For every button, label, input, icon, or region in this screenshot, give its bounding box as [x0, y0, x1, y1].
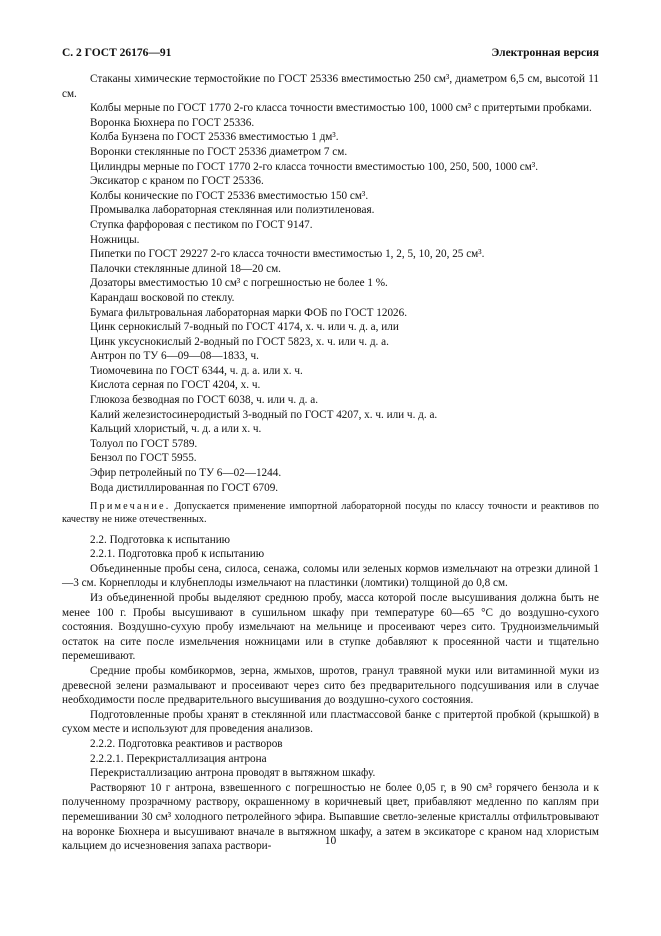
note-text: Допускается применение импортной лабораторной посуды по классу точности и реактивов по качеству не ниже отечественных. [62, 501, 599, 526]
list-item: Колбы мерные по ГОСТ 1770 2-го класса точности вместимостью 100, 1000 см³ с притертыми пробками. [90, 102, 592, 115]
body-paragraph: Подготовленные пробы хранят в стеклянной или пластмассовой банке с притертой пробкой (крышкой) в сухом месте и используют для проведения анализов. [62, 708, 599, 736]
body-paragraph: Растворяют 10 г антрона, взвешенного с погрешностью не более 0,05 г, в 90 см³ горячего бензола и к полученному прозрачному раствору, окрашенному в коричневый цвет, прибавляют медленно по каплям при перемешивании 30 см³ холодного петролейного эфира. Выпавшие светло-зеленые кристаллы отфильтровывают на воронке Бюхнера и высушивают вначале в вытяжном шкафу, а затем в эксикаторе с краном над хлористым кальцием до исчезновения запаха раствори- [62, 781, 599, 853]
body-paragraph: Средние пробы комбикормов, зерна, жмыхов, шротов, гранул травяной муки или витаминной муки из древесной зелени размалывают и просеивают через сито без предварительного подсушивания или в случае необходимости после предварительного высушивания до воздушно-сухого состояния. [62, 664, 599, 707]
list-item: Кислота серная по ГОСТ 4204, х. ч. [90, 379, 261, 392]
list-item: Ступка фарфоровая с пестиком по ГОСТ 9147. [90, 218, 313, 231]
body-paragraph: Объединенные пробы сена, силоса, сенажа, соломы или зеленых кормов измельчают на отрезки длиной 1—3 см. Корнеплоды и клубнеплоды измельчают на пластинки (ломтики) толщиной до 0,8 см. [62, 562, 599, 590]
list-item: Калий железистосинеродистый 3-водный по ГОСТ 4207, х. ч. или ч. д. а. [90, 408, 438, 421]
list-item: Глюкоза безводная по ГОСТ 6038, ч. или ч. д. а. [90, 394, 319, 407]
list-item: Палочки стеклянные длиной 18—20 см. [90, 262, 281, 275]
list-item: Кальций хлористый, ч. д. а или х. ч. [90, 423, 262, 436]
list-item: Стаканы химические термостойкие по ГОСТ 25336 вместимостью 250 см³, диаметром 6,5 см, высотой 11 см. [62, 73, 599, 100]
body-paragraph: Из объединенной пробы выделяют среднюю пробу, масса которой после высушивания должна быть не менее 100 г. Пробы высушивают в сушильном шкафу при температуре 60—65 °С до воздушно-сухого состояния. Воздушно-сухую пробу измельчают на мельнице и просеивают через сито. Трудноизмельчимый остаток на сите после измельчения ножницами или в ступке добавляют к просеянной части и тщательно перемешивают. [62, 592, 599, 663]
section-heading: 2.2.2.1. Перекристаллизация антрона [90, 752, 267, 765]
list-item: Колбы конические по ГОСТ 25336 вместимостью 150 см³. [90, 189, 369, 202]
list-item: Дозаторы вместимостью 10 см³ с погрешностью не более 1 %. [90, 277, 388, 290]
note-label: Примечание. [90, 501, 171, 513]
section-heading: 2.2.1. Подготовка проб к испытанию [90, 548, 265, 561]
list-item: Цинк сернокислый 7-водный по ГОСТ 4174, х. ч. или ч. д. а, или [90, 321, 399, 334]
list-item: Тиомочевина по ГОСТ 6344, ч. д. а. или х. ч. [90, 364, 303, 377]
list-item: Промывалка лабораторная стеклянная или полиэтиленовая. [90, 204, 375, 217]
list-item: Вода дистиллированная по ГОСТ 6709. [90, 481, 279, 494]
section-heading: 2.2.2. Подготовка реактивов и растворов [90, 737, 283, 750]
body-paragraph: Перекристаллизацию антрона проводят в вытяжном шкафу. [90, 767, 376, 780]
list-item: Эфир петролейный по ТУ 6—02—1244. [90, 467, 282, 480]
list-item: Воронки стеклянные по ГОСТ 25336 диаметром 7 см. [90, 145, 348, 158]
section-heading: 2.2. Подготовка к испытанию [90, 533, 231, 546]
list-item: Бумага фильтровальная лабораторная марки ФОБ по ГОСТ 12026. [90, 306, 408, 319]
header-standard-id: С. 2 ГОСТ 26176—91 [62, 47, 172, 59]
list-item: Бензол по ГОСТ 5955. [90, 452, 197, 465]
list-item: Цинк уксуснокислый 2-водный по ГОСТ 5823, х. ч. или ч. д. а. [90, 335, 389, 348]
list-item: Воронка Бюхнера по ГОСТ 25336. [90, 116, 255, 129]
list-item: Карандаш восковой по стеклу. [90, 291, 235, 304]
list-item: Антрон по ТУ 6—09—08—1833, ч. [90, 350, 259, 363]
list-item: Ножницы. [90, 233, 140, 246]
list-item: Эксикатор с краном по ГОСТ 25336. [90, 175, 264, 188]
list-item: Толуол по ГОСТ 5789. [90, 437, 198, 450]
note-paragraph [62, 500, 599, 526]
page-number: 10 [324, 835, 337, 847]
page-content [62, 72, 599, 854]
header-edition-label: Электронная версия [491, 47, 599, 59]
list-item: Колба Бунзена по ГОСТ 25336 вместимостью 1 дм³. [90, 131, 339, 144]
list-item: Пипетки по ГОСТ 29227 2-го класса точности вместимостью 1, 2, 5, 10, 20, 25 см³. [90, 248, 485, 261]
list-item: Цилиндры мерные по ГОСТ 1770 2-го класса точности вместимостью 100, 250, 500, 1000 см³. [90, 160, 538, 173]
